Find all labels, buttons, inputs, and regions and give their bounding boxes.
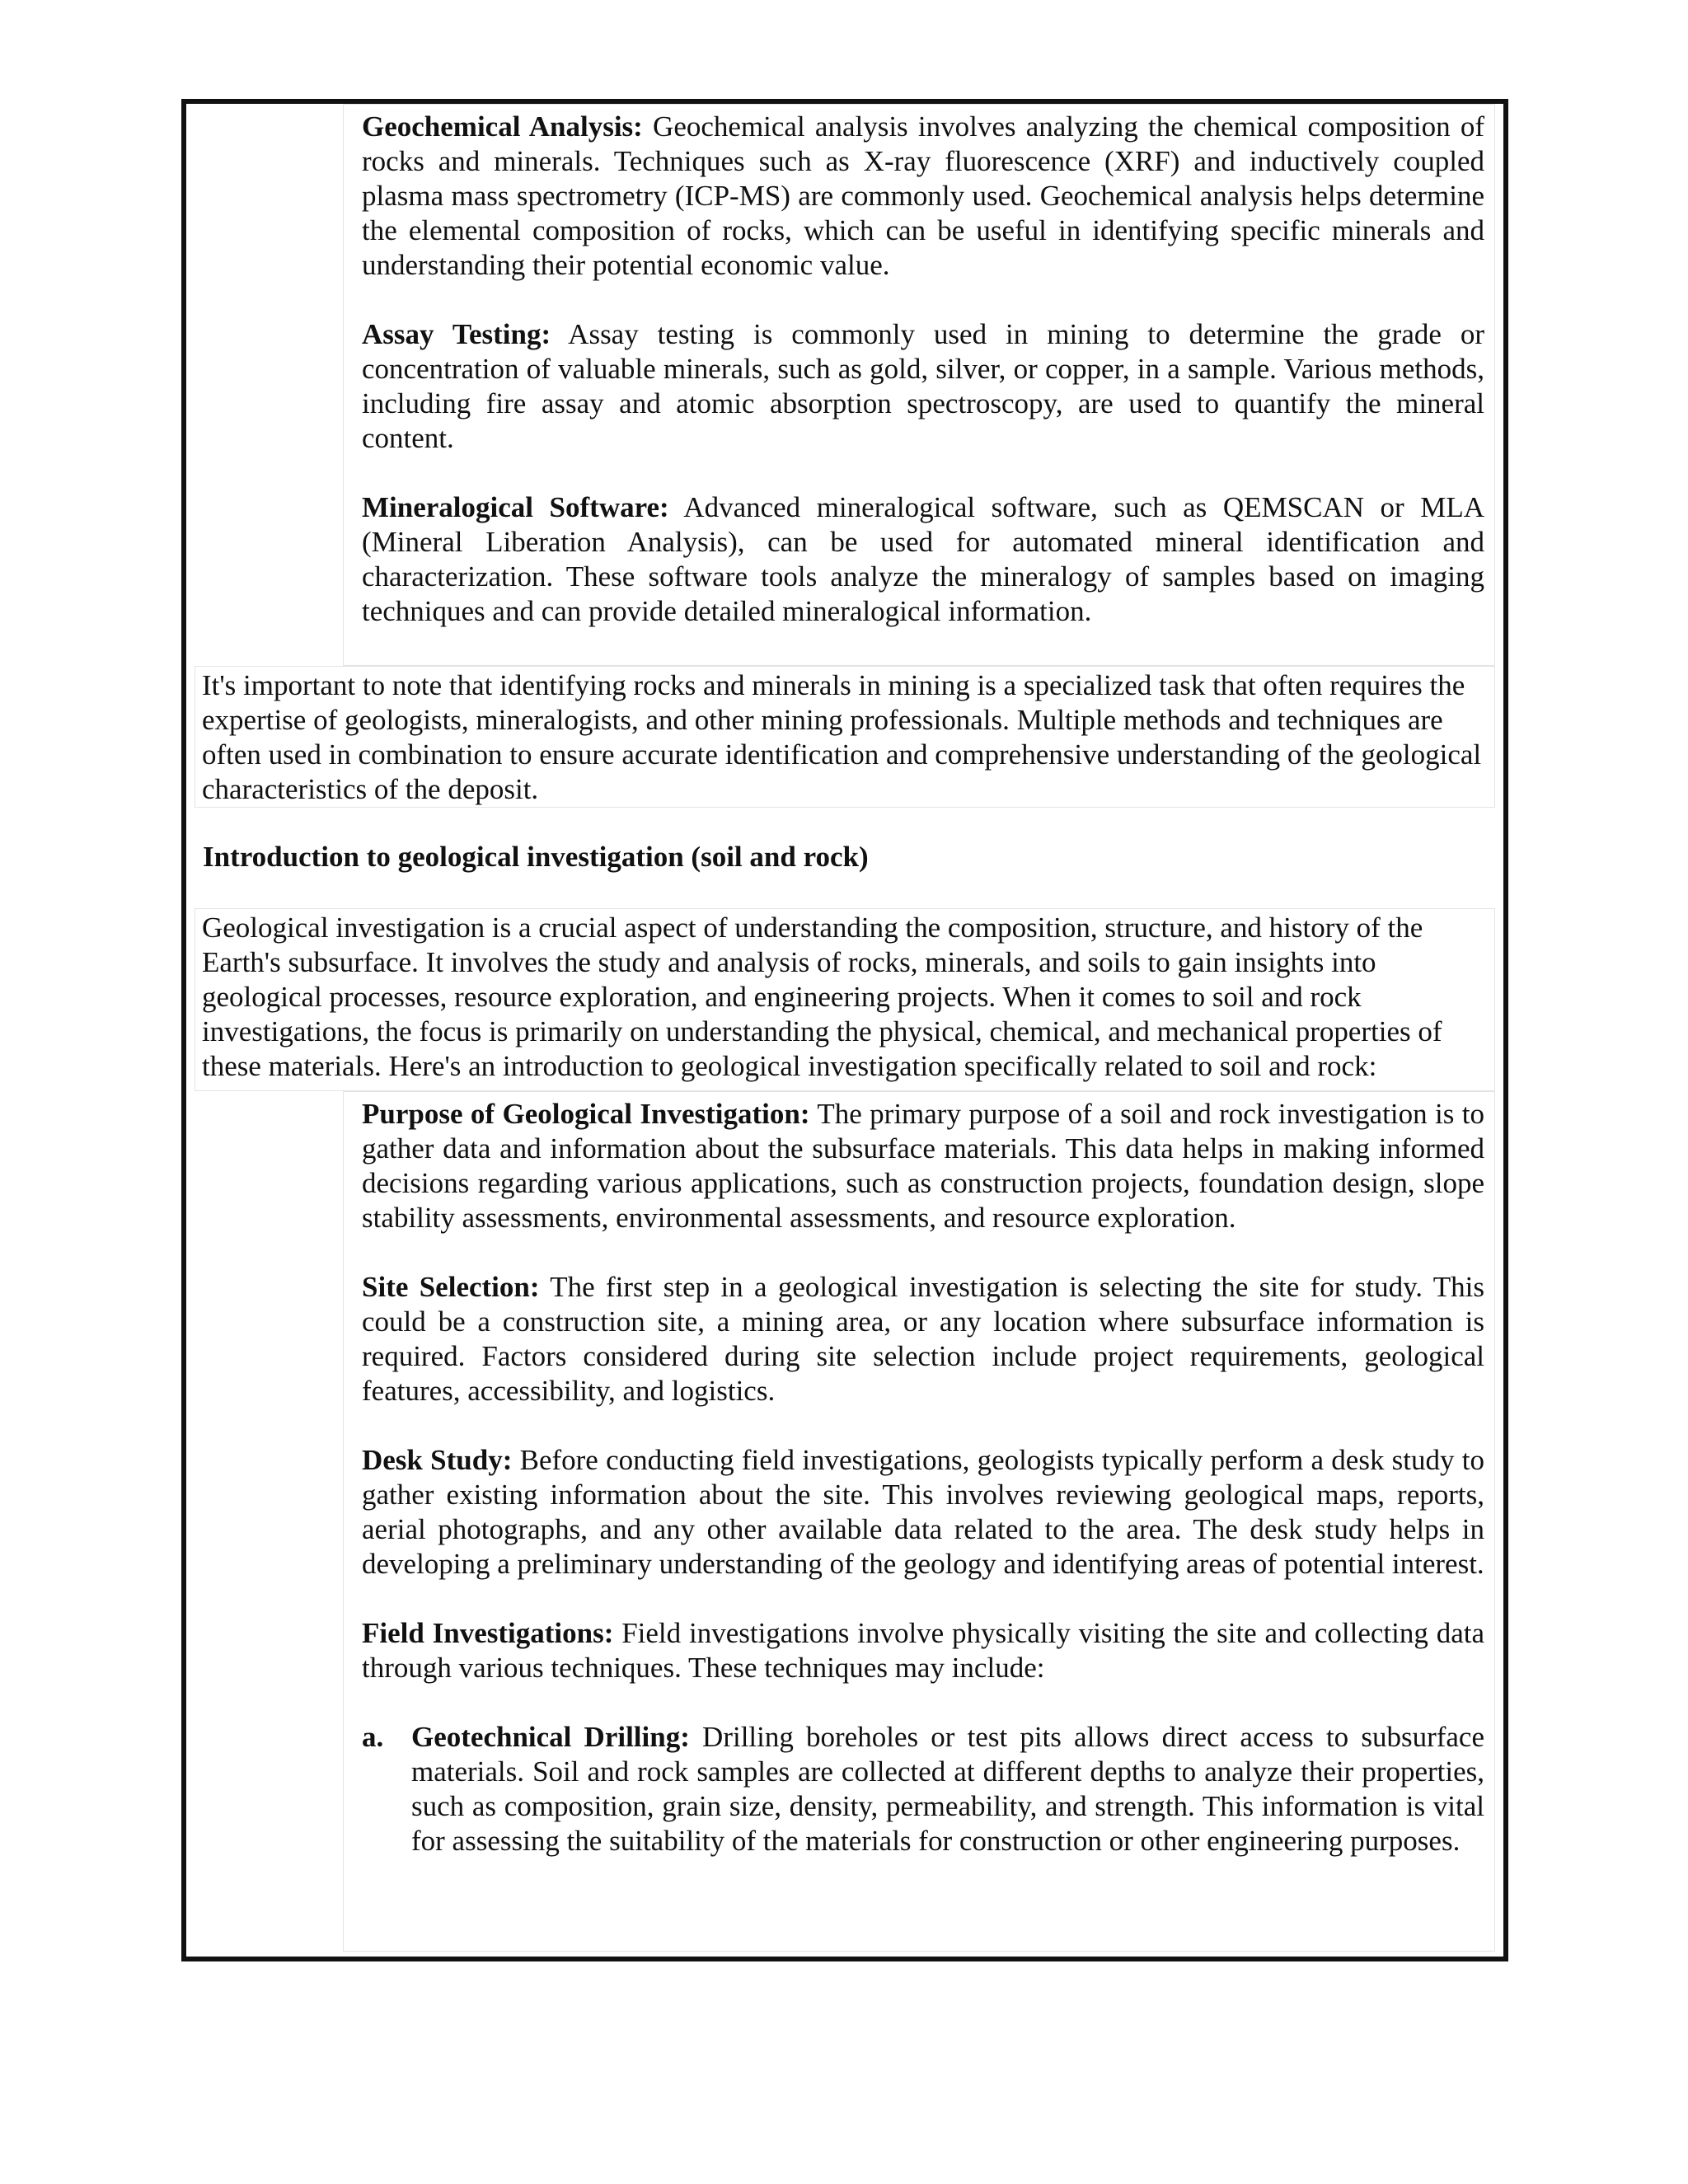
geotechnical-drilling-text: Drilling boreholes or test pits allows direct access to subsurface materials. Soil and rock samples are collected at different depths to analyze their properties, such as composition, grain size, density, permeability, and strength. This information is vital for assessing the suitability of the materials for construction or other engineering purposes.: [411, 1721, 1484, 1857]
desk-study-text: Before conducting field investigations, geologists typically perform a desk study to gather existing information about the site. This involves reviewing geological maps, reports, aerial photographs, and any other available data related to the area. The desk study helps in developing a preliminary understanding of the geology and identifying areas of potential interest.: [362, 1444, 1484, 1580]
note-block: [195, 666, 1495, 808]
geochemical-analysis-term: Geochemical Analysis:: [362, 110, 643, 143]
field-investigations-text: Field investigations involve physically visiting the site and collecting data through various techniques. These techniques may include:: [362, 1617, 1484, 1684]
document-frame: [181, 99, 1508, 1961]
mineralogical-software-term: Mineralogical Software:: [362, 491, 669, 523]
geochemical-analysis-text: Geochemical analysis involves analyzing the chemical composition of rocks and minerals. Techniques such as X-ray fluorescence (XRF) and inductively coupled plasma mass spectrometry (ICP-MS) are commonly used. Geochemical analysis helps determine the elemental composition of rocks, which can be useful in identifying specific minerals and understanding their potential economic value.: [362, 110, 1484, 281]
desk-study-paragraph: [362, 1443, 1484, 1582]
investigation-steps-block: [343, 1091, 1495, 1952]
geotechnical-drilling-term: Geotechnical Drilling:: [411, 1721, 690, 1753]
field-investigations-paragraph: [362, 1616, 1484, 1685]
site-selection-term: Site Selection:: [362, 1271, 540, 1303]
desk-study-term: Desk Study:: [362, 1444, 513, 1476]
site-selection-text: The first step in a geological investigation is selecting the site for study. This could be a construction site, a mining area, or any location where subsurface information is required. Factors considered during site selection include project requirements, geological features, accessibility, and logistics.: [362, 1271, 1484, 1407]
purpose-paragraph: [362, 1097, 1484, 1235]
assay-testing-term: Assay Testing:: [362, 318, 551, 350]
purpose-term: Purpose of Geological Investigation:: [362, 1098, 810, 1130]
assay-testing-text: Assay testing is commonly used in mining to determine the grade or concentration of valuable minerals, such as gold, silver, or copper, in a sample. Various methods, including fire assay and atomic absorption spectroscopy, are used to quantify the mineral content.: [362, 318, 1484, 454]
purpose-text: The primary purpose of a soil and rock investigation is to gather data and information about the subsurface materials. This data helps in making informed decisions regarding various applications, such as construction projects, foundation design, slope stability assessments, environmental assessments, and resource exploration.: [362, 1098, 1484, 1234]
geochemical-analysis-paragraph: [362, 110, 1484, 283]
intro-paragraph: Geological investigation is a crucial aspect of understanding the composition, structure, and history of the Earth's subsurface. It involves the study and analysis of rocks, minerals, and soils to gain insights into geological processes, resource exploration, and engineering projects. When it comes to soil and rock investigations, the focus is primarily on understanding the physical, chemical, and mechanical properties of these materials. Here's an introduction to geological investigation specifically related to soil and rock:: [202, 912, 1442, 1082]
intro-block: [195, 908, 1495, 1091]
analysis-methods-block: [343, 104, 1495, 666]
list-marker: a.: [362, 1721, 384, 1753]
section-heading: Introduction to geological investigation (soil and rock): [203, 841, 869, 873]
assay-testing-paragraph: [362, 317, 1484, 456]
note-paragraph: It's important to note that identifying rocks and minerals in mining is a specialized task that often requires the expertise of geologists, mineralogists, and other mining professionals. Multiple methods and techniques are often used in combination to ensure accurate identification and comprehensive understanding of the geological characteristics of the deposit.: [202, 669, 1482, 805]
mineralogical-software-text: Advanced mineralogical software, such as QEMSCAN or MLA (Mineral Liberation Analysis), can be used for automated mineral identification and characterization. These software tools analyze the mineralogy of samples based on imaging techniques and can provide detailed mineralogical information.: [362, 491, 1484, 627]
list-item-geotechnical-drilling: [362, 1720, 1484, 1858]
mineralogical-software-paragraph: [362, 490, 1484, 629]
site-selection-paragraph: [362, 1270, 1484, 1408]
field-investigations-term: Field Investigations:: [362, 1617, 614, 1649]
